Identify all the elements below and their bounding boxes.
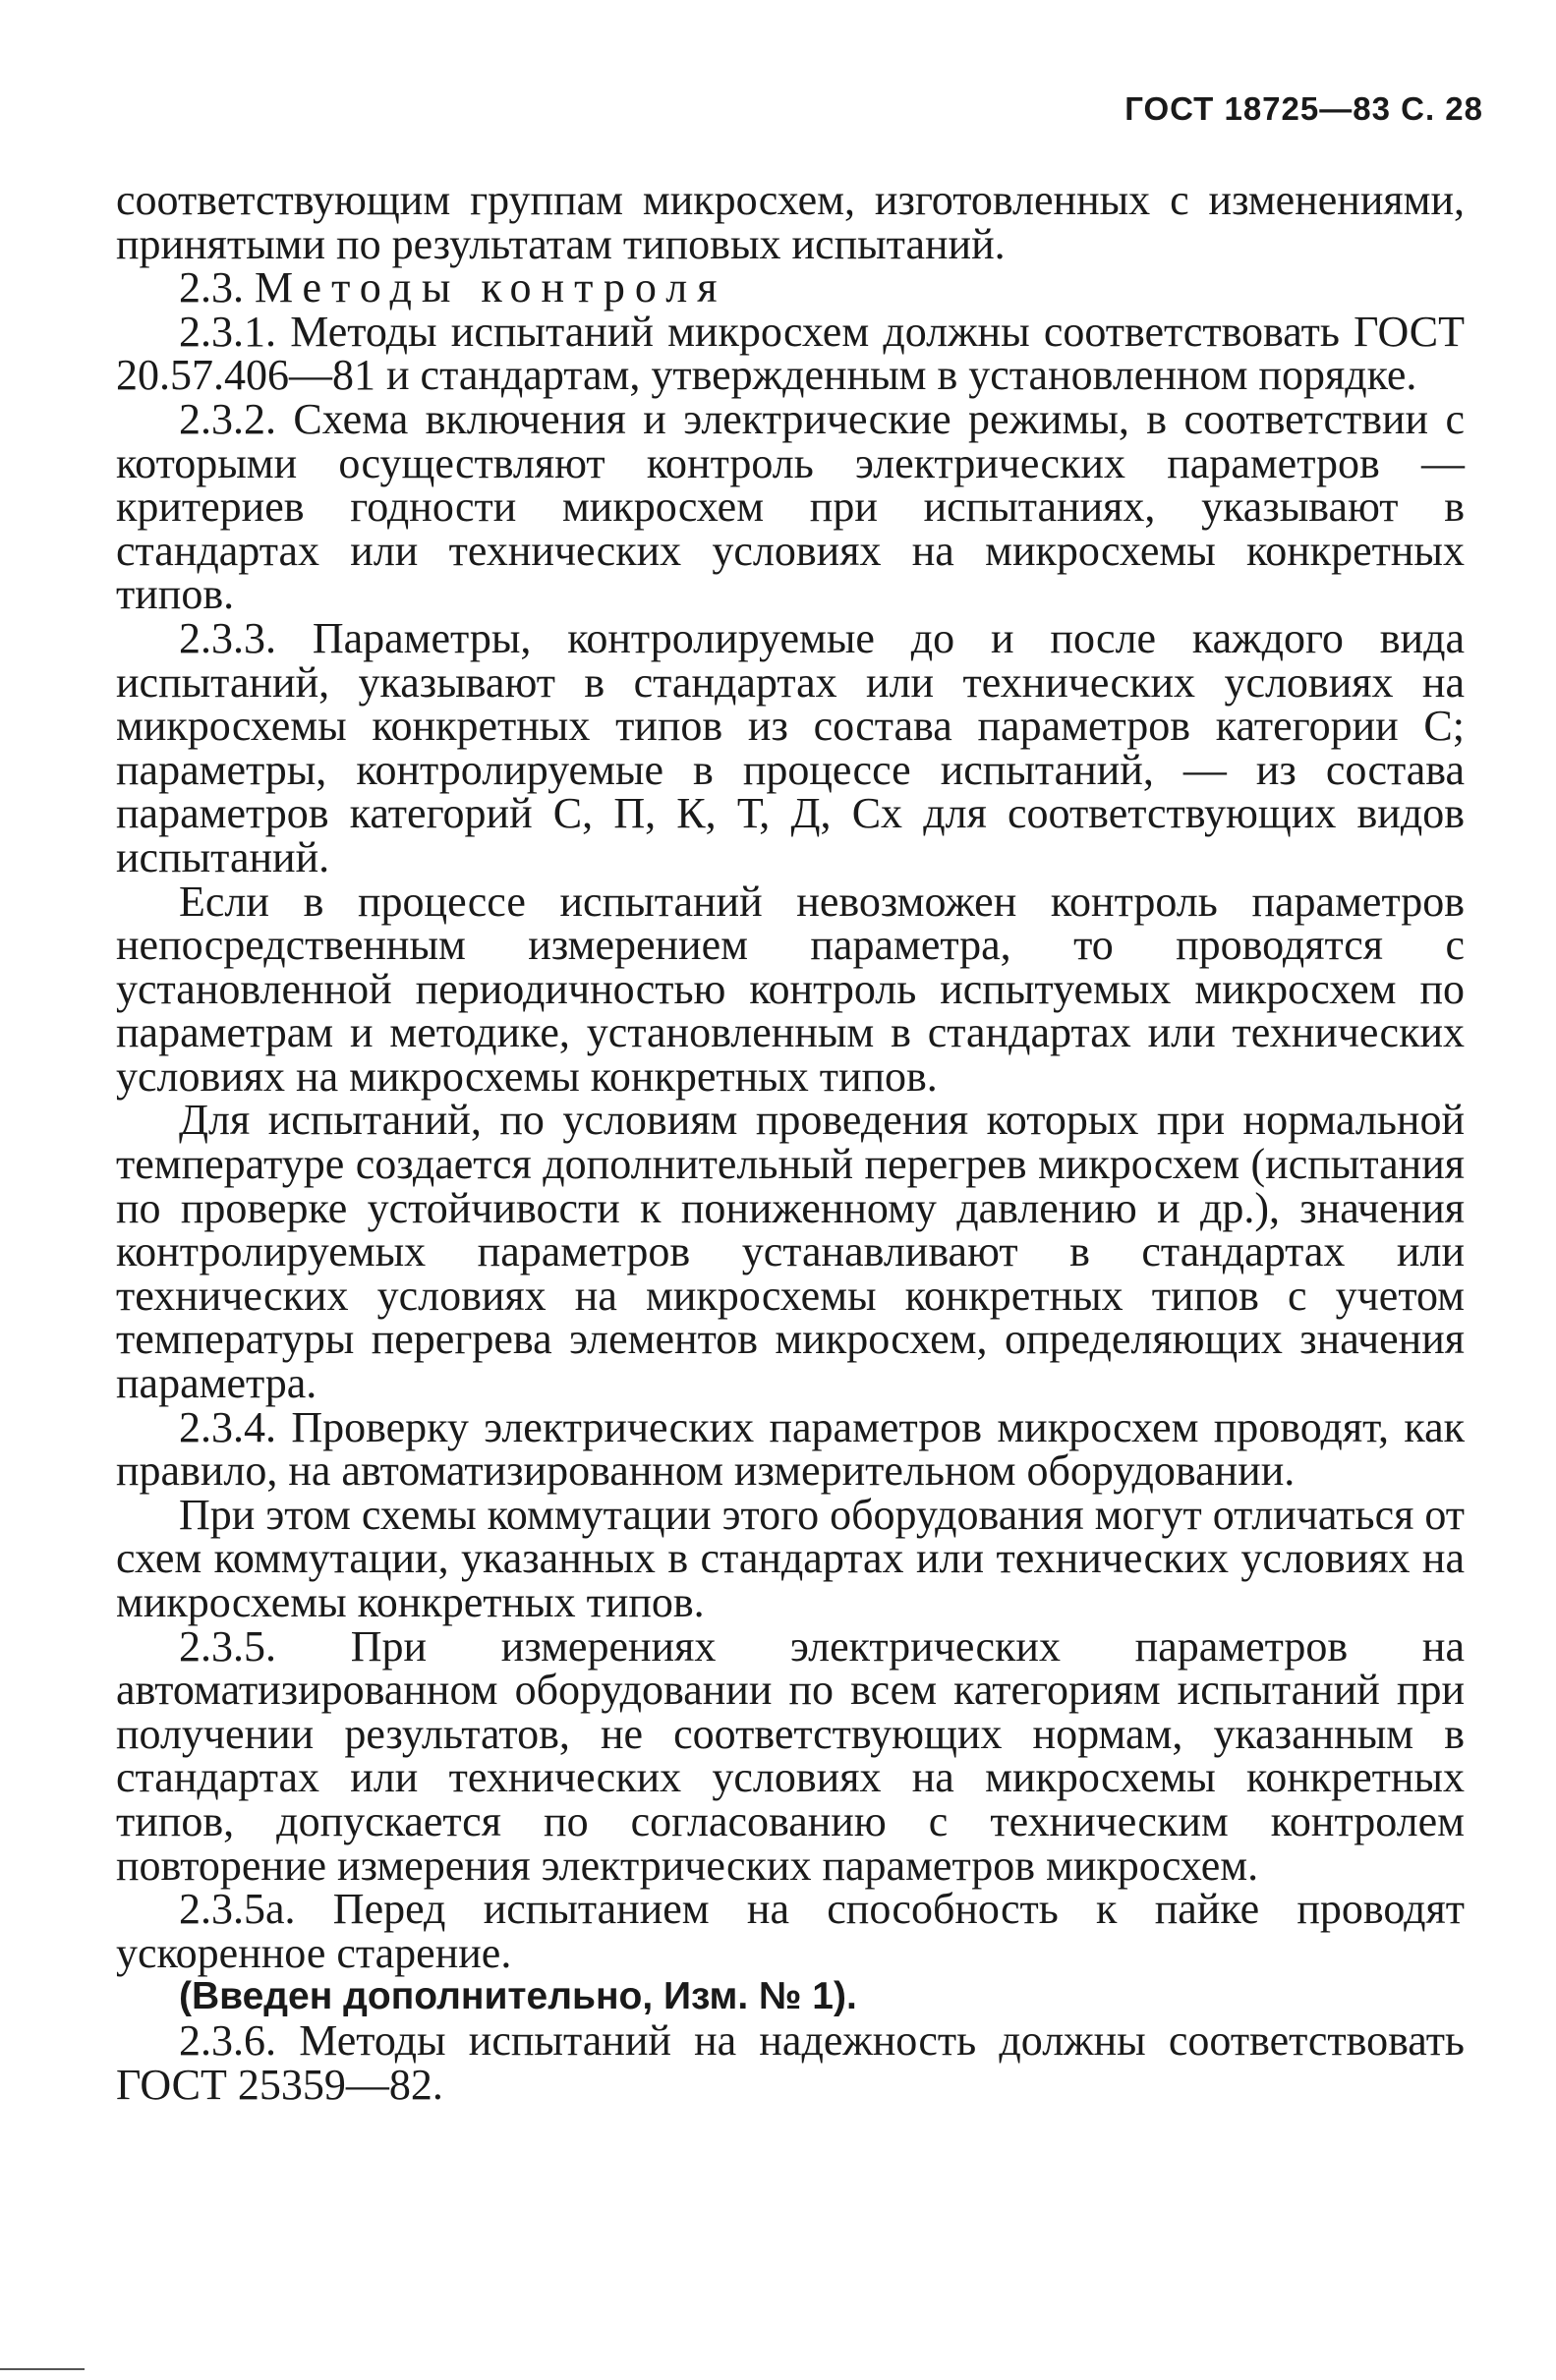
document-body [116, 176, 1465, 2109]
section-number: 2.3. [179, 263, 255, 312]
paragraph-2-3-3: 2.3.3. Параметры, контролируемые до и после каждого вида испытаний, указывают в стандартах или технических условиях на микросхемы конкретных типов из состава параметров категории С; параметры, контролируемые в процессе испытаний, — из состава параметров категорий С, П, К, Т, Д, Сх для соответствующих видов испытаний. [116, 613, 1465, 881]
paragraph-2-3-6: 2.3.6. Методы испытаний на надежность должны соответствовать ГОСТ 25359—82. [116, 2015, 1465, 2109]
paragraph-2-3-1: 2.3.1. Методы испытаний микросхем должны соответствовать ГОСТ 20.57.406—81 и стандартам, утвержденным в установленном порядке. [116, 307, 1465, 400]
paragraph-2-3-4: 2.3.4. Проверку электрических параметров микросхем проводят, как правило, на автоматизированном измерительном оборудовании. [116, 1402, 1465, 1496]
running-head: ГОСТ 18725—83 С. 28 [1124, 90, 1483, 127]
paragraph-overheat: Для испытаний, по условиям проведения которых при нормальной температуре создается дополнительный перегрев микросхем (испытания по проверке устойчивости к пониженному давлению и др.), значения контролируемых параметров устанавливают в стандартах или технических условиях на микросхемы конкретных типов с учетом температуры перегрева элементов микросхем, определяющих значения параметра. [116, 1096, 1465, 1408]
paragraph-commutation: При этом схемы коммутации этого оборудования могут отличаться от схем коммутации, указанных в стандартах или технических условиях на микросхемы конкретных типов. [116, 1490, 1465, 1626]
section-heading [116, 263, 1465, 312]
amendment-note: (Введен дополнительно, Изм. № 1). [179, 1975, 857, 2018]
paragraph-2-3-2: 2.3.2. Схема включения и электрические режимы, в соответствии с которыми осуществляют контроль электрических параметров — критериев годности микросхем при испытаниях, указывают в стандартах или технических условиях на микросхемы конкретных типов. [116, 394, 1465, 619]
paragraph-continuation: соответствующим группам микросхем, изготовленных с изменениями, принятыми по результатам типовых испытаний. [116, 176, 1465, 268]
paragraph-indirect-control: Если в процессе испытаний невозможен контроль параметров непосредственным измерением параметра, то проводятся с установленной периодичностью контроль испытуемых микросхем по параметрам и методике, установленным в стандартах или технических условиях на микросхемы конкретных типов. [116, 877, 1465, 1101]
bottom-rule [0, 2368, 85, 2370]
paragraph-2-3-5: 2.3.5. При измерениях электрических параметров на автоматизированном оборудовании по всем категориям испытаний при получении результатов, не соответствующих нормам, указанным в стандартах или технических условиях на микросхемы конкретных типов, допускается по согласованию с техническим контролем повторение измерения электрических параметров микросхем. [116, 1621, 1465, 1890]
paragraph-2-3-5a: 2.3.5а. Перед испытанием на способность к пайке проводят ускоренное старение. [116, 1885, 1465, 1977]
section-title: Методы контроля [255, 263, 727, 312]
